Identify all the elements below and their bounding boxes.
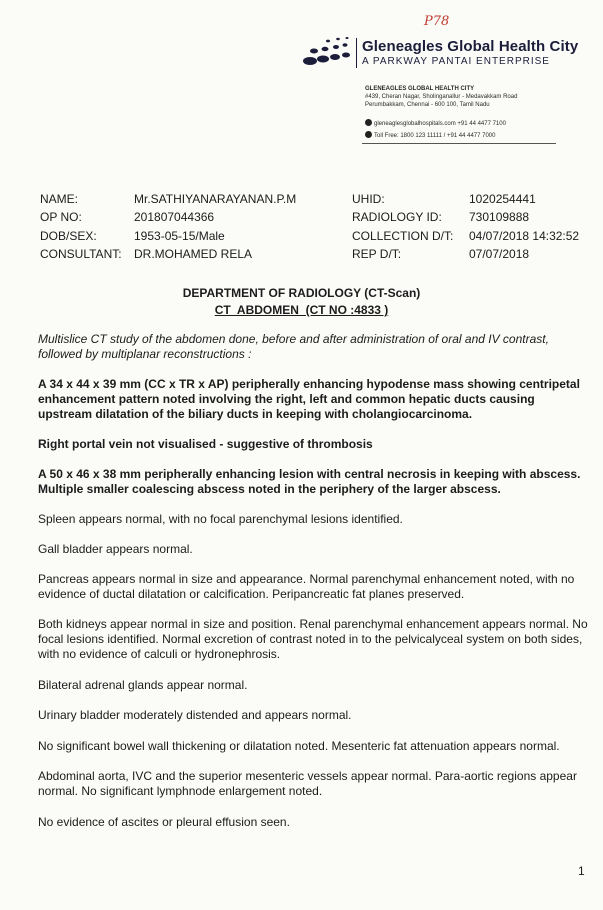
gleneagles-logo-icon <box>300 35 356 69</box>
brand-subtitle: A PARKWAY PANTAI ENTERPRISE <box>362 56 550 67</box>
hospital-address <box>365 85 517 109</box>
pancreas-text: Pancreas appears normal in size and appearance. Normal parenchymal enhancement noted, with no evidence of ductal dilatation or calcification. Peripancreatic fat planes preserved. <box>38 572 575 601</box>
address-hospital-name: GLENEAGLES GLOBAL HEALTH CITY <box>365 86 475 92</box>
brand-divider <box>356 38 357 68</box>
spleen-text: Spleen appears normal, with no focal parenchymal lesions identified. <box>38 512 403 526</box>
radiology-id-value: 730109888 <box>469 210 530 224</box>
consultant-value: DR.MOHAMED RELA <box>134 247 253 261</box>
finding-mass: A 34 x 44 x 39 mm (CC x TR x AP) peripherally enhancing hypodense mass showing centripetal enhancement pattern noted involving the right, left and common hepatic ducts causing upstream dilatation of the biliary ducts in keeping with cholangiocarcinoma. <box>38 377 580 421</box>
brand-block <box>362 38 578 67</box>
aorta-text: Abdominal aorta, IVC and the superior mesenteric vessels appear normal. Para-aortic regions appear normal. No significant lymphnode enlargement noted. <box>38 769 577 798</box>
report-date-label: REP D/T: <box>352 247 402 261</box>
consultant-label: CONSULTANT: <box>40 247 122 261</box>
page-number: 1 <box>578 864 585 878</box>
collection-value: 04/07/2018 14:32:52 <box>469 229 580 243</box>
name-label: NAME: <box>40 192 79 206</box>
dob-value: 1953-05-15/Male <box>134 229 225 243</box>
brand-name: Gleneagles Global Health City <box>362 38 579 55</box>
header-rule <box>362 143 556 144</box>
collection-label: COLLECTION D/T: <box>352 229 454 243</box>
adrenal-text: Bilateral adrenal glands appear normal. <box>38 678 248 692</box>
handwritten-annotation: P78 <box>424 14 450 29</box>
ascites-text: No evidence of ascites or pleural effusion seen. <box>38 815 290 829</box>
email-phone: gleneaglesglobalhospitals.com +91 44 4477 7100 <box>374 121 506 127</box>
hospital-contact <box>365 118 506 142</box>
gallbladder-text: Gall bladder appears normal. <box>38 542 193 556</box>
opno-value: 201807044366 <box>134 210 215 224</box>
phone-icon <box>365 131 372 138</box>
web-icon <box>365 119 372 126</box>
address-line-2: Perumbakkam, Chennai - 600 100, Tamil Nadu <box>365 102 490 108</box>
report-date-value: 07/07/2018 <box>469 247 530 261</box>
intro-paragraph: Multislice CT study of the abdomen done, before and after administration of oral and IV contrast, followed by multiplanar reconstructions : <box>38 332 549 361</box>
radiology-id-label: RADIOLOGY ID: <box>352 210 442 224</box>
bowel-text: No significant bowel wall thickening or dilatation noted. Mesenteric fat attenuation appears normal. <box>38 739 560 753</box>
department-title: DEPARTMENT OF RADIOLOGY (CT-Scan) <box>182 286 421 300</box>
finding-abscess: A 50 x 46 x 38 mm peripherally enhancing lesion with central necrosis in keeping with abscess. Multiple smaller coalescing abscess noted in the periphery of the larger abscess. <box>38 467 581 496</box>
study-title: CT ABDOMEN (CT NO :4833 ) <box>214 303 389 317</box>
address-line-1: #439, Cheran Nagar, Sholinganallur - Medavakkam Road <box>365 94 518 100</box>
finding-portal-vein: Right portal vein not visualised - suggestive of thrombosis <box>38 437 373 451</box>
toll-free: Toll Free: 1800 123 11111 / +91 44 4477 7000 <box>374 133 496 139</box>
bladder-text: Urinary bladder moderately distended and appears normal. <box>38 708 352 722</box>
dob-label: DOB/SEX: <box>40 229 97 243</box>
name-value: Mr.SATHIYANARAYANAN.P.M <box>134 192 297 206</box>
uhid-value: 1020254441 <box>469 192 536 206</box>
kidneys-text: Both kidneys appear normal in size and position. Renal parenchymal enhancement appears normal. No focal lesions identified. Normal excretion of contrast noted in to the pelvicalyceal system on both sides, with no evidence of calculi or hydronephrosis. <box>38 617 588 661</box>
opno-label: OP NO: <box>40 210 82 224</box>
uhid-label: UHID: <box>352 192 385 206</box>
